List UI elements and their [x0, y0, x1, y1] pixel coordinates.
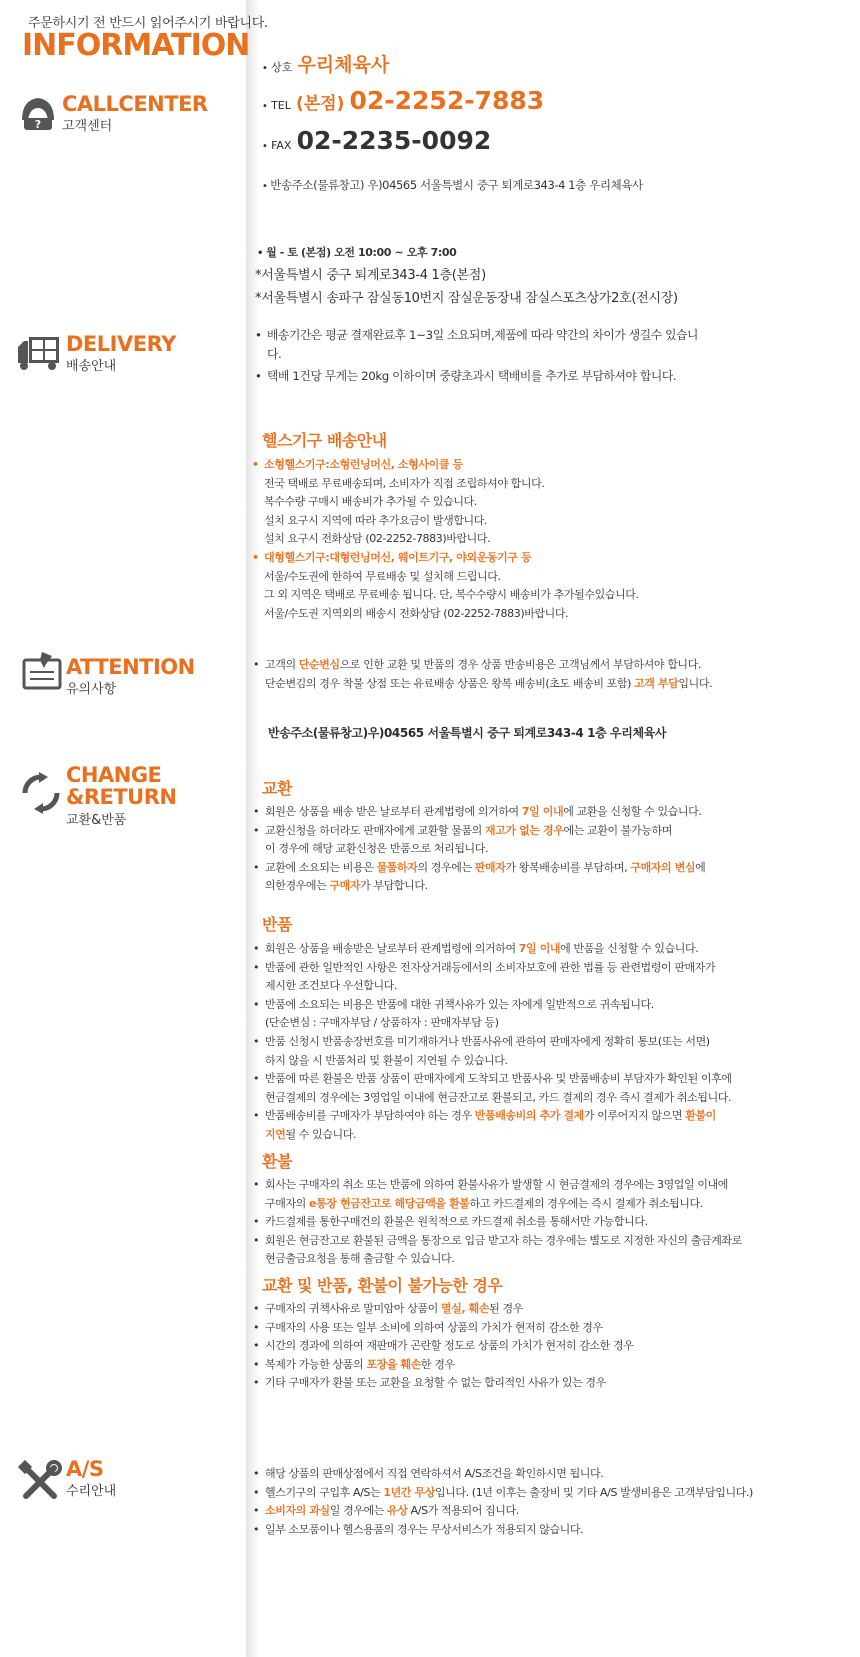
text-callcenter-hours: 월 - 토 (본점) 오전 10:00 ~ 오후 7:00 [266, 246, 457, 259]
list-item [265, 822, 705, 841]
text-as-a3c: 유상 [387, 1504, 408, 1518]
address-main: *서울특별시 중구 퇴계로343-4 1층(본점) [255, 268, 486, 283]
tel-number[interactable]: 02-2252-7883 [349, 86, 545, 115]
callcenter-subtitle: 고객센터 [62, 119, 113, 134]
text-change-rf1a: • 회사는 구매자의 취소 또는 반품에 의하여 환불사유가 발생할 시 현금결제의 경우에는 3영업일 이내에 [265, 1176, 742, 1195]
tel-label: TEL [271, 99, 291, 112]
address-showroom: *서울특별시 송파구 잠실동10번지 잠실운동장내 잠실스포츠상가2호(전시장) [255, 291, 678, 306]
text-change-ex2b: 재고가 없는 경우 [485, 823, 564, 837]
text-as-a4: • 일부 소모품이나 헬스용품의 경우는 무상서비스가 적용되지 않습니다. [265, 1521, 753, 1540]
text-change-im4b: 포장을 훼손 [366, 1357, 421, 1371]
text-change-rt3a: • 반품에 소요되는 비용은 반품에 대한 귀책사유가 있는 자에게 일반적으로 귀속됩니다. [265, 996, 732, 1015]
text-delivery-line1b: 다. [267, 346, 282, 361]
text-change-rf3b: 현금출금요청을 통해 출금할 수 있습니다. [265, 1252, 455, 1266]
text-change-im4a: 복제가 가능한 상품의 [265, 1357, 367, 1371]
text-change-rt2a: • 반품에 관한 일반적인 사항은 전자상거래등에서의 소비자보호에 관한 법률 등 관련법령이 판매자가 [265, 959, 732, 978]
exchange-title: 교환 [262, 779, 292, 798]
text-change-rt6a: 반품배송비를 구매자가 부담하여야 하는 경우 [265, 1109, 475, 1123]
attention-info [265, 656, 712, 693]
list-item [265, 1356, 633, 1375]
text-change-rf1d: 하고 카드결제의 경우에는 즉시 결제가 취소됩니다. [469, 1196, 703, 1210]
text-delivery-small-lines-0: 전국 택배로 무료배송되며, 소비자가 직접 조립하셔야 합니다. [264, 476, 545, 490]
list-item [265, 656, 712, 675]
text-change-im3: • 시간의 경과에 의하여 재판매가 곤란할 정도로 상품의 가치가 현저히 감소한 경우 [265, 1337, 633, 1356]
as-title: A/S [66, 1457, 104, 1481]
svg-text:?: ? [34, 118, 42, 131]
text-change-ex2a: 교환신청을 하더라도 판매자에게 교환할 물품의 [265, 823, 486, 837]
text-change-rt3b: (단순변심 : 구매자부담 / 상품하자 : 판매자부담 등) [265, 1016, 499, 1030]
delivery-info [267, 326, 698, 386]
text-attention-l1c: 으로 인한 교환 및 반품의 경우 상품 반송비용은 고객님께서 부담하셔야 합니다. [339, 658, 701, 671]
text-change-ex3b: 물품하자 [376, 860, 418, 874]
shop-name: 우리체육사 [297, 54, 390, 76]
delivery-truck-icon [16, 333, 62, 375]
return-address-2: 반송주소(물류창고)우)04565 서울특별시 중구 퇴계로343-4 1층 우리체육사 [268, 726, 667, 740]
text-change-rf3a: • 회원은 현금잔고로 환불된 금액을 통장으로 입금 받고자 하는 경우에는 별도로 지정한 자신의 출금계좌로 [265, 1232, 742, 1251]
text-attention-l2c: 입니다. [678, 676, 713, 690]
text-delivery-small-lines-1: 복수수량 구매시 배송비가 추가될 수 있습니다. [264, 495, 477, 509]
text-delivery-small-lines-3: 설치 요구시 전화상담 (02-2252-7883)바랍니다. [264, 532, 491, 546]
exchange-list [265, 803, 705, 896]
page-title: INFORMATION [22, 28, 250, 63]
return-title: &RETURN [66, 785, 177, 809]
text-as-a3a: 소비자의 과실 [265, 1504, 330, 1518]
text-delivery-small-lines-2: 설치 요구시 지역에 따라 추가요금이 발생합니다. [264, 513, 488, 527]
text-as-a3d: A/S가 적용되어 집니다. [407, 1504, 519, 1518]
text-attention-l1a: 고객의 [265, 658, 299, 671]
tel-row: • TEL (본점) 02-2252-7883 [262, 86, 545, 115]
return-address: • 반송주소(물류창고) 우)04565 서울특별시 중구 퇴계로343-4 1층 우리체육사 [262, 178, 643, 192]
fax-number: 02-2235-0092 [296, 126, 492, 155]
text-attention-l2a: 단순변김의 경우 착불 상점 또는 유료배송 상품은 왕복 배송비(초도 배송비 포함) [265, 676, 635, 690]
shop-row: • 상호 우리체육사 [262, 54, 390, 76]
text-change-im1c: 된 경우 [489, 1302, 523, 1315]
text-delivery-large-lines-1: 그 외 지역은 택배로 무료배송 됩니다. 단, 복수수량시 배송비가 추가될수있습니다. [264, 588, 639, 602]
text-change-im4c: 한 경우 [420, 1357, 455, 1371]
text-change-ex3j: 가 부담합니다. [360, 879, 428, 893]
impossible-title: 교환 및 반품, 환불이 불가능한 경우 [262, 1276, 503, 1295]
return-section-title: 반품 [262, 915, 292, 934]
text-change-ex3c: 의 경우에는 [417, 860, 475, 874]
attention-title: ATTENTION [66, 655, 195, 679]
list-item [265, 1126, 732, 1145]
text-change-rf1b: 구매자의 [265, 1196, 310, 1210]
refund-list [265, 1176, 742, 1269]
text-attention-l1b: 단순변심 [298, 658, 340, 671]
text-as-a1: • 해당 상품의 판매상점에서 직접 연락하셔서 A/S조건을 확인하시면 됩니다. [265, 1465, 753, 1484]
text-change-rt1a: 회원은 상품을 배송받은 날로부터 관계법령에 의거하여 [265, 942, 519, 955]
list-item [265, 1300, 633, 1319]
fax-row: • FAX 02-2235-0092 [262, 126, 492, 155]
fax-label: FAX [271, 139, 292, 152]
text-change-ex1a: 회원은 상품을 배송 받은 날로부터 관계법령에 의거하여 [265, 805, 522, 818]
text-change-ex1c: 에 교환을 신청할 수 있습니다. [563, 805, 702, 818]
text-change-rt5a: • 반품에 따른 환불은 반품 상품이 판매자에게 도착되고 반품사유 및 반품배송비 부담자가 확인된 이후에 [265, 1070, 732, 1089]
text-as-a2c: 입니다. (1년 이후는 출장비 및 기타 A/S 발생비용은 고객부담입니다.) [434, 1485, 753, 1499]
text-change-rf2: • 카드결제를 통한구매건의 환불은 원칙적으로 카드결제 취소를 통해서만 가능합니다. [265, 1213, 742, 1232]
text-change-ex2d: 이 경우에 해당 교환신청은 반품으로 처리됩니다. [265, 842, 489, 856]
impossible-list [265, 1300, 633, 1393]
list-item [265, 1107, 732, 1126]
text-as-a2a: 헬스기구의 구입후 A/S는 [265, 1485, 384, 1499]
health-delivery-list [264, 456, 639, 623]
text-change-im5: • 기타 구매자가 환불 또는 교환을 요청할 수 없는 합리적인 사유가 있는 경우 [265, 1374, 633, 1393]
text-change-im1b: 멸실, 훼손 [441, 1302, 490, 1315]
as-list [265, 1465, 753, 1539]
text-change-rt1b: 7일 이내 [518, 942, 561, 955]
text-change-ex3g: 에 [695, 860, 706, 874]
attention-subtitle: 유의사항 [66, 682, 117, 697]
text-change-rt4a: • 반품 신청시 반품송장번호를 미기재하거나 반품사유에 관하여 판매자에게 정확히 통보(또는 서면) [265, 1033, 732, 1052]
text-delivery-large-head: • 대형헬스기구:대형런닝머신, 웨이트기구, 야외운동기구 등 [264, 549, 639, 568]
text-change-rt4b: 하지 않을 시 반품처리 및 환불이 지연될 수 있습니다. [265, 1053, 508, 1067]
refresh-arrows-icon [20, 772, 62, 818]
list-item [265, 877, 705, 896]
text-change-ex3a: 교환에 소요되는 비용은 [265, 860, 377, 874]
text-change-im1a: 구매자의 귀책사유로 말미암아 상품이 [265, 1302, 442, 1315]
text-change-ex3h: 의한경우에는 [265, 879, 330, 893]
as-subtitle: 수리안내 [66, 1484, 117, 1499]
change-title: CHANGE [66, 763, 162, 787]
list-item [265, 1484, 753, 1503]
return-list [265, 940, 732, 1145]
list-item [265, 803, 705, 822]
text-change-rt1c: 에 반품을 신청할 수 있습니다. [560, 942, 699, 955]
list-item [265, 675, 712, 694]
text-change-rt6f: 될 수 있습니다. [285, 1127, 357, 1141]
tel-tag: (본점) [295, 94, 345, 114]
text-change-ex3d: 판매자 [474, 860, 506, 874]
callcenter-title: CALLCENTER [62, 92, 208, 116]
text-attention-l2b: 고객 부담 [634, 676, 679, 690]
text-as-a2b: 1년간 무상 [383, 1485, 435, 1499]
list-item [265, 940, 732, 959]
list-item [265, 1195, 742, 1214]
text-change-ex2c: 에는 교환이 불가능하며 [563, 823, 672, 837]
text-change-im2: • 구매자의 사용 또는 일부 소비에 의하여 상품의 가치가 현저히 감소한 경우 [265, 1319, 633, 1338]
text-delivery-line2: • 택배 1건당 무게는 20kg 이하이며 중량초과시 택배비를 추가로 부담하셔야 합니다. [267, 367, 698, 386]
text-change-ex3e: 가 왕복배송비를 부담하며, [505, 860, 631, 874]
text-change-rt5b: 현금결제의 경우에는 3영업일 이내에 현금잔고로 환불되고, 카드 결제의 경우 즉시 결제가 취소됩니다. [265, 1090, 732, 1104]
phone-icon [16, 90, 60, 138]
text-callcenter-return-address: 반송주소(물류창고) 우)04565 서울특별시 중구 퇴계로343-4 1층 우리체육사 [270, 178, 643, 192]
text-change-rt2b: 제시한 조건보다 우선합니다. [265, 979, 398, 993]
delivery-title: DELIVERY [66, 332, 176, 356]
attention-note-icon [22, 650, 62, 694]
health-delivery-title: 헬스기구 배송안내 [262, 431, 387, 450]
text-change-rt6b: 반품배송비의 추가 결제 [474, 1109, 584, 1123]
text-delivery-large-lines-2: 서울/수도권 지역외의 배송시 전화상담 (02-2252-7883)바랍니다. [264, 606, 569, 620]
change-subtitle: 교환&반품 [66, 813, 127, 828]
wrench-tools-icon [18, 1460, 62, 1508]
text-delivery-line1: • 배송기간은 평균 결재완료후 1~3일 소요되며,제품에 따라 약간의 차이가 생길수 있습니 [267, 326, 698, 345]
text-change-rf1c: e통장 현금잔고로 해당금액을 환불 [309, 1196, 470, 1210]
list-item [265, 859, 705, 878]
text-change-ex3i: 구매자 [329, 879, 361, 893]
refund-title: 환불 [262, 1152, 292, 1171]
text-change-ex1b: 7일 이내 [521, 805, 564, 818]
order-notice: 주문하시기 전 반드시 읽어주시기 바랍니다. [28, 16, 268, 31]
business-hours: • 월 - 토 (본점) 오전 10:00 ~ 오후 7:00 [257, 246, 457, 259]
shop-label: 상호 [271, 61, 293, 74]
text-change-ex3f: 구매자의 변심 [630, 860, 696, 874]
text-change-rt6e: 지연 [265, 1127, 286, 1141]
list-item [265, 1502, 753, 1521]
text-change-rt6c: 가 이루어지지 않으면 [583, 1109, 686, 1123]
text-change-rt6d: 환불이 [685, 1109, 716, 1123]
text-delivery-large-lines-0: 서울/수도권에 한하여 무료배송 및 설치해 드립니다. [264, 569, 501, 583]
delivery-subtitle: 배송안내 [66, 359, 117, 374]
text-as-a3b: 일 경우에는 [329, 1504, 388, 1518]
text-delivery-small-head: • 소형헬스기구:소형런닝머신, 소형사이클 등 [264, 456, 639, 475]
